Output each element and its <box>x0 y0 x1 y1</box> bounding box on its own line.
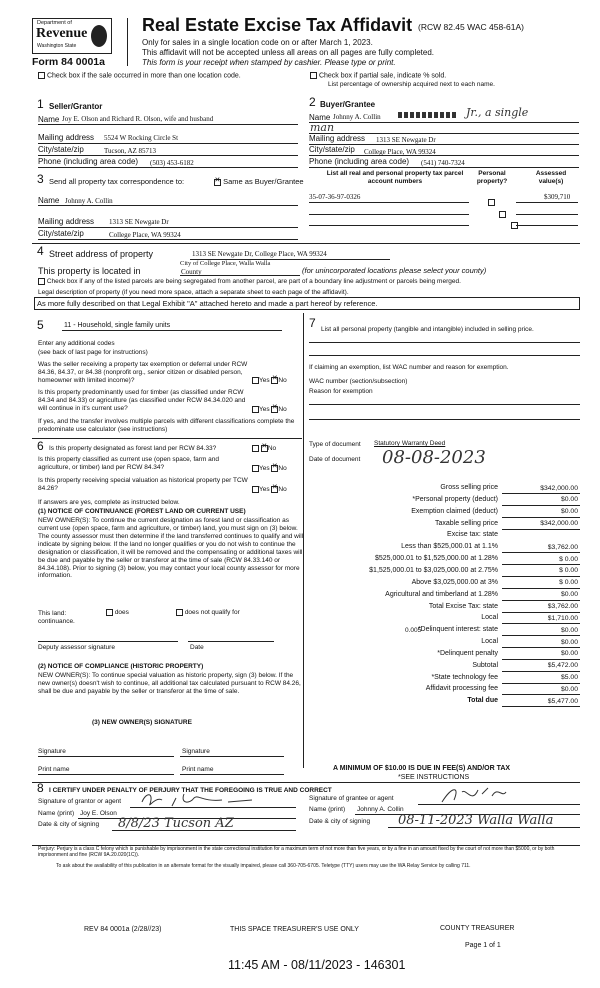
tax-row-line <box>502 529 580 530</box>
parcel-col-accounts: List all real and personal property tax parcel account numbers <box>326 170 464 185</box>
reason-label: Reason for exemption <box>309 388 373 395</box>
tax-row-line <box>502 623 580 624</box>
doc-type-label: Type of document <box>309 441 361 448</box>
logo-line3: Washington State <box>37 43 77 49</box>
grantee-date-label: Date & city of signing <box>309 818 371 825</box>
doc-date-label: Date of document <box>309 456 361 463</box>
tax-row-label: *Delinquent interest: state <box>417 626 498 634</box>
historic-question: Is this property receiving special valuation as historical property per TCW 84.26? <box>38 477 248 492</box>
tax-row-value[interactable]: $0.00 <box>560 626 578 634</box>
current-use-yes-checkbox[interactable] <box>252 465 259 472</box>
seller-phone[interactable]: (503) 453-6182 <box>150 159 194 167</box>
buyer-phone[interactable]: (541) 740-7324 <box>421 159 465 167</box>
unincorporated-note: (for unincorporated locations please select your county) <box>302 266 487 275</box>
buyer-city-label: City/state/zip <box>309 145 355 154</box>
tax-row-label: Subtotal <box>472 661 498 669</box>
same-as-buyer-checkbox[interactable] <box>214 179 221 186</box>
street-label: Street address of property <box>49 249 154 259</box>
corr-mailing[interactable]: 1313 SE Newgate Dr <box>109 218 169 226</box>
tax-row-line <box>502 647 580 648</box>
buyer-city[interactable]: College Place, WA 99324 <box>364 148 436 156</box>
tax-row-value[interactable]: $ 0.00 <box>559 567 578 575</box>
tax-row-line <box>502 706 580 707</box>
grantor-name-label: Name (print) <box>38 810 75 817</box>
current-use-question: Is this property classified as current use (open space, farm and agriculture, or timber) land per RCW 84.34? <box>38 456 220 471</box>
exemption-wac-label: If claiming an exemption, list WAC number and reason for exemption. <box>309 364 509 371</box>
personal-property-label: List all personal property (tangible and intangible) included in selling price. <box>321 326 534 333</box>
form-rcw: (RCW 82.45 WAC 458-61A) <box>418 22 524 32</box>
timber-yes-checkbox[interactable] <box>252 406 259 413</box>
correspondence-label: Send all property tax correspondence to: <box>49 177 185 186</box>
partial-sale-check[interactable] <box>310 72 446 81</box>
timber-no-checkbox[interactable] <box>271 406 278 413</box>
timber-question: Is this property predominantly used for timber (as classified under RCW 84.34 and 84.33) or agriculture (as classified under RCW 84.34.020 and will continue in it's current use? <box>38 389 246 412</box>
tax-row-label: Local <box>481 614 498 622</box>
partial-sale-checkbox[interactable] <box>310 72 317 79</box>
ada-note: To ask about the availability of this publication in an alternate format for the visually impaired, please call 360-705-6705. Teletype (TTY) users may use the WA Relay Service by calling 711. <box>56 863 471 869</box>
tax-row-value[interactable]: $342,000.00 <box>540 520 578 528</box>
personal-property-checkbox-2[interactable] <box>499 211 506 218</box>
tax-row-value[interactable]: $1,710.00 <box>547 614 578 622</box>
segregation-checkbox[interactable] <box>38 278 45 285</box>
multi-location-check[interactable] <box>38 72 241 81</box>
seller-name-label: Name <box>38 115 60 124</box>
tax-row-label: Exemption claimed (deduct) <box>411 507 498 515</box>
wac-number-label: WAC number (section/subsection) <box>309 378 408 385</box>
forest-yes-no[interactable]: ✕ No <box>252 445 276 453</box>
doc-date-handwritten[interactable]: 08-08-2023 <box>382 447 486 468</box>
exemption-yes-checkbox[interactable] <box>252 377 259 384</box>
property-city-line: City of College Place, Walla Walla <box>180 260 271 267</box>
tax-row-line <box>502 552 580 553</box>
tax-row-label: *Delinquent penalty <box>437 649 498 657</box>
partial-sale-label: Check box if partial sale, indicate % sold. <box>318 72 447 80</box>
buyer-name-strikeout <box>398 112 458 118</box>
use-code[interactable]: 11 - Household, single family units <box>64 322 171 329</box>
tax-row-line <box>502 517 580 518</box>
section6-number: 6 <box>37 439 44 453</box>
historic-no-checkbox[interactable] <box>271 486 278 493</box>
buyer-name-handwritten-2: man <box>310 121 335 134</box>
same-as-buyer-label: Same as Buyer/Grantee <box>223 177 304 186</box>
parcel-assessed-value[interactable]: $309,710 <box>544 193 571 201</box>
receipt-stamp: 11:45 AM - 08/11/2023 - 146301 <box>228 958 406 972</box>
header-line3: This form is your receipt when stamped by cashier. Please type or print. <box>142 58 396 67</box>
segregation-check[interactable] <box>38 278 461 286</box>
located-label: This property is located in <box>38 266 141 276</box>
new-owner-signature-title: (3) NEW OWNER(S) SIGNATURE <box>92 719 192 726</box>
grantee-name-label: Name (print) <box>309 806 346 813</box>
form-number: Form 84 0001a <box>32 56 105 68</box>
perjury-note: Perjury: Perjury is a class C felony which is punishable by imprisonment in the state correctional institution for a maximum term of not more than five years, or by a fine in an amount fixed by the court of not more than $5000, or by both imprisonment and fine (RCW 9A.20.020(1C)). <box>38 846 555 859</box>
buyer-mailing[interactable]: 1313 SE Newgate Dr <box>376 136 436 144</box>
partial-sale-note: List percentage of ownership acquired next to each name. <box>328 81 495 88</box>
exemption-yes-no[interactable]: Yes ✕ No <box>252 377 287 385</box>
historic-yes-checkbox[interactable] <box>252 486 259 493</box>
exemption-no-checkbox[interactable] <box>271 377 278 384</box>
doc-type[interactable]: Statutory Warranty Deed <box>374 440 446 447</box>
deputy-date-label: Date <box>190 644 204 651</box>
parcel-col-personal: Personal property? <box>476 170 508 185</box>
tax-row-value[interactable]: $3,762.00 <box>547 543 578 551</box>
tax-row-line <box>502 683 580 684</box>
corr-name-label: Name <box>38 196 60 205</box>
seller-phone-label: Phone (including area code) <box>38 157 139 166</box>
buyer-name[interactable]: Johnny A. Collin <box>333 113 381 121</box>
does-qualify-check[interactable]: does <box>106 609 129 617</box>
buyer-name-handwritten: Jr., a single <box>466 106 529 119</box>
legal-description-box[interactable] <box>34 297 580 310</box>
tax-row-label: Excise tax: state <box>447 531 498 539</box>
tax-row-value[interactable]: $ 0.00 <box>559 579 578 587</box>
tax-row-value[interactable]: $5.00 <box>560 674 578 682</box>
historic-yes-no[interactable]: Yes ✕ No <box>252 486 287 494</box>
tax-row-line <box>502 505 580 506</box>
see-instructions: *SEE INSTRUCTIONS <box>398 774 470 781</box>
tax-row-label: Total due <box>467 697 498 705</box>
grantor-date-label: Date & city of signing <box>38 821 100 828</box>
tax-row-value[interactable]: $5,472.00 <box>547 662 578 670</box>
tax-row-value[interactable]: $0.00 <box>560 650 578 658</box>
tax-row-line <box>502 694 580 695</box>
tax-row-line <box>502 600 580 601</box>
tax-row-value[interactable]: $0.00 <box>560 496 578 504</box>
calculator-note: If yes, and the transfer involves multiple parcels with different classifications complete the predominate use calculator (see instructions) <box>38 418 295 433</box>
logo-line2: Revenue <box>36 26 88 41</box>
deputy-signature-label: Deputy assessor signature <box>38 644 115 651</box>
corr-city[interactable]: College Place, WA 99324 <box>109 231 181 239</box>
tax-row-value[interactable]: $ 0.00 <box>559 555 578 563</box>
current-use-no-checkbox[interactable] <box>271 465 278 472</box>
tax-row-line <box>502 493 580 494</box>
buyer-heading: Buyer/Grantee <box>320 100 376 109</box>
tax-row-value[interactable]: $0.00 <box>560 638 578 646</box>
revision-number: REV 84 0001a (2/28//23) <box>84 926 162 933</box>
buyer-phone-label: Phone (including area code) <box>309 157 410 166</box>
tax-row-line <box>502 576 580 577</box>
section1-number: 1 <box>37 97 44 111</box>
seller-mailing[interactable]: 5524 W Rocking Circle St <box>104 134 179 142</box>
tax-row-label: Agricultural and timberland at 1.28% <box>385 590 498 598</box>
logo-swirl-icon <box>91 25 107 47</box>
tax-row-value[interactable]: $0.00 <box>560 685 578 693</box>
tax-row-label: $1,525,000.01 to $3,025,000.00 at 2.75% <box>369 566 498 574</box>
multi-location-checkbox[interactable] <box>38 72 45 79</box>
property-street[interactable]: 1313 SE Newgate Dr, College Place, WA 99324 <box>192 250 327 258</box>
corr-mailing-label: Mailing address <box>38 217 95 226</box>
tax-row-label: Affidavit processing fee <box>425 685 498 693</box>
tax-row-label: Gross selling price <box>440 484 498 491</box>
new-owner-signature-label: Signature <box>38 748 66 755</box>
section4-number: 4 <box>37 244 44 258</box>
grantor-name[interactable]: Joy E. Olson <box>80 810 117 817</box>
seller-city-label: City/state/zip <box>38 145 84 154</box>
grantee-signature[interactable] <box>432 784 522 806</box>
same-as-buyer-check[interactable] <box>214 177 304 186</box>
grantor-signature[interactable] <box>132 790 272 808</box>
grantee-name[interactable]: Johnny A. Collin <box>357 806 404 813</box>
additional-codes-note: (see back of last page for instructions) <box>38 349 148 356</box>
minimum-due-note: A MINIMUM OF $10.00 IS DUE IN FEE(S) AND/OR TAX <box>333 765 511 772</box>
corr-city-label: City/state/zip <box>38 229 84 238</box>
tax-row-value[interactable]: $0.00 <box>560 591 578 599</box>
tax-row-label: Above $3,025,000.00 at 3% <box>411 578 498 586</box>
certify-heading: I CERTIFY UNDER PENALTY OF PERJURY THAT THE FOREGOING IS TRUE AND CORRECT <box>49 787 332 794</box>
tax-row-label: *State technology fee <box>431 673 498 681</box>
section7-number: 7 <box>309 316 316 330</box>
new-owner-print-label: Print name <box>38 766 70 773</box>
tax-row-line <box>502 612 580 613</box>
local-rate: 0.005 <box>405 627 422 634</box>
legal-description: As more fully described on that Legal Exhibit "A" attached hereto and made a part hereof by reference. <box>37 299 378 308</box>
tax-row-line <box>502 671 580 672</box>
tax-row-label: Local <box>481 638 498 646</box>
header-divider <box>127 18 128 66</box>
section2-number: 2 <box>309 95 316 109</box>
if-yes-note: If answers are yes, complete as instructed below. <box>38 499 180 506</box>
forest-question: Is this property designated as forest land per RCW 84.33? <box>49 445 217 452</box>
timber-yes-no[interactable]: Yes ✕ No <box>252 406 287 414</box>
tax-row-label: Taxable selling price <box>434 519 498 527</box>
section3-number: 3 <box>37 172 44 186</box>
dor-logo <box>32 18 112 54</box>
buyer-mailing-label: Mailing address <box>309 134 366 143</box>
continuance-title: (1) NOTICE OF CONTINUANCE (FOREST LAND OR CURRENT USE) <box>38 508 246 515</box>
does-not-qualify-check[interactable]: does not qualify for <box>176 609 240 617</box>
page-number: Page 1 of 1 <box>465 942 501 949</box>
tax-row-value[interactable]: $0.00 <box>560 508 578 516</box>
tax-row-line <box>502 588 580 589</box>
grantee-signature-label: Signature of grantee or agent <box>309 795 394 802</box>
logo-line1: Department of <box>37 20 72 26</box>
continuance-body: NEW OWNER(S): To continue the current designation as forest land or classification as current use (open space, farm and agriculture, or timber) land, you must sign on (3) below. The county assessor must then determine if the land transferred continues to qualify and will indicate by signing below. If the land no longer qualifies or you do not wish to continue the designation or classification, it will be removed and the compensating or additional taxes will be due and payable by the seller or transferor at the time of sale (RCW 84.33.140 or 84.34.108). Prior to signing (3) below, you may contact your local county assessor for more information. <box>38 517 304 580</box>
corr-name[interactable]: Johnny A. Collin <box>65 197 113 205</box>
tax-row-label: *Personal property (deduct) <box>412 495 498 503</box>
tax-row-line <box>502 564 580 565</box>
tax-row-value[interactable]: $5,477.00 <box>547 697 578 705</box>
county-treasurer-label: COUNTY TREASURER <box>440 925 515 932</box>
seller-heading: Seller/Grantor <box>49 102 103 111</box>
tax-row-value[interactable]: $3,762.00 <box>547 603 578 610</box>
grantee-date-city[interactable]: 08-11-2023 Walla Walla <box>398 813 554 828</box>
new-owner-print-label-2: Print name <box>182 766 214 773</box>
grantor-date-city[interactable]: 8/8/23 Tucson AZ <box>118 816 234 831</box>
tax-row-line <box>502 659 580 660</box>
new-owner-signature-label-2: Signature <box>182 748 210 755</box>
forest-no-checkbox[interactable] <box>261 445 268 452</box>
header-line2: This affidavit will not be accepted unless all areas on all pages are fully completed. <box>142 48 435 57</box>
does-qualify-checkbox[interactable] <box>106 609 113 616</box>
tax-row-line <box>502 635 580 636</box>
parcel-account[interactable]: 35-07-36-97-0326 <box>309 193 361 201</box>
land-label: This land: <box>38 610 67 617</box>
seller-mailing-label: Mailing address <box>38 133 95 142</box>
tax-row-label: Total Excise Tax: state <box>428 602 498 610</box>
tax-row-label: Less than $525,000.01 at 1.1% <box>401 543 498 551</box>
section5-number: 5 <box>37 318 44 332</box>
segregation-label: Check box if any of the listed parcels are being segregated from another parcel, are part of a boundary line adjustment or parcels being merged. <box>46 278 461 286</box>
tax-row-label: $525,000.01 to $1,525,000.00 at 1.28% <box>375 555 498 563</box>
continuance-label: continuance. <box>38 618 75 625</box>
personal-property-checkbox-1[interactable] <box>488 199 495 206</box>
additional-codes-label: Enter any additional codes <box>38 340 115 347</box>
form-title: Real Estate Excise Tax Affidavit <box>142 15 413 35</box>
buyer-name-label: Name <box>309 113 331 122</box>
tax-row-value[interactable]: $342,000.00 <box>540 484 578 492</box>
compliance-title: (2) NOTICE OF COMPLIANCE (HISTORIC PROPERTY) <box>38 663 204 670</box>
grantor-signature-label: Signature of grantor or agent <box>38 798 122 805</box>
seller-city[interactable]: Tucson, AZ 85713 <box>104 147 157 155</box>
multi-location-label: Check box if the sale occurred in more than one location code. <box>46 72 241 80</box>
treasurer-use-label: THIS SPACE TREASURER'S USE ONLY <box>230 926 359 933</box>
legal-label: Legal description of property (if you need more space, attach a separate sheet to each page of the affidavit). <box>38 289 349 296</box>
header-line1: Only for sales in a single location code on or after March 1, 2023. <box>142 38 373 47</box>
forest-yes-checkbox[interactable] <box>252 445 259 452</box>
parcel-col-assessed: Assessed value(s) <box>535 170 567 185</box>
property-county[interactable]: County <box>181 268 202 276</box>
section8-number: 8 <box>37 781 44 795</box>
current-use-yes-no[interactable]: Yes ✕ No <box>252 465 287 473</box>
does-not-qualify-checkbox[interactable] <box>176 609 183 616</box>
seller-name[interactable]: Joy E. Olson and Richard R. Olson, wife and husband <box>62 115 214 123</box>
exemption-question: Was the seller receiving a property tax exemption or deferral under RCW 84.36, 84.37, or 84.38 (nonprofit org., senior citizen or disabled person, homeowner with limited income)? <box>38 361 248 384</box>
compliance-body: NEW OWNER(S): To continue special valuation as historic property, sign (3) below. If the new owner(s) doesn't wish to continue, all additional tax calculated pursuant to RCW 84.26, shall be due and payable by the seller or transferor at the time of sale. <box>38 672 301 695</box>
